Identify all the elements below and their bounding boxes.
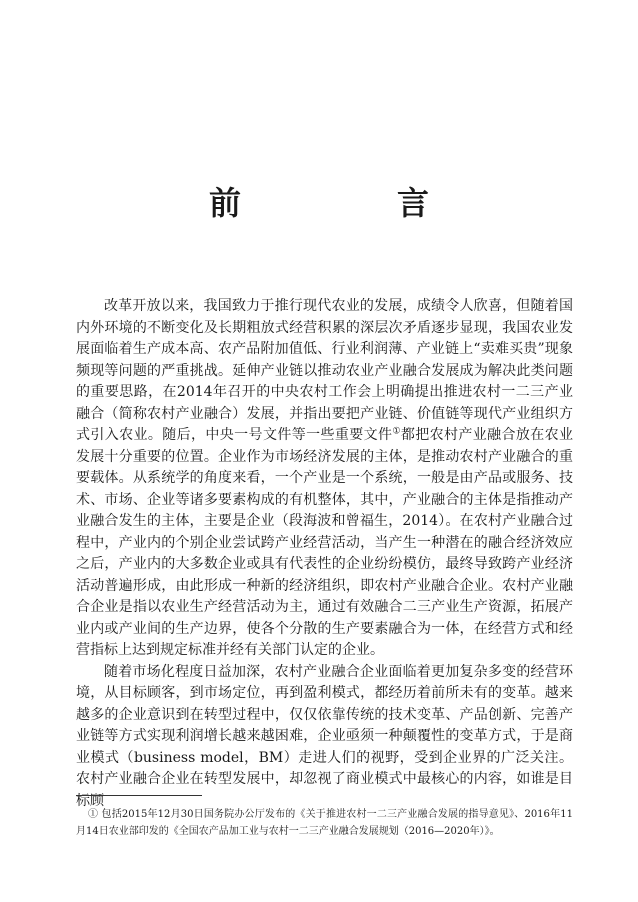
paragraph-1-text-b: 都把农村产业融合放在农业发展十分重要的位置。企业作为市场经济发展的主体，是推动农村产业融合的重要载体。从系统学的角度来看，一个产业是一个系统，一般是由产品或服务、技术、市场、企业等诸多要素构成的有机整体，其中，产业融合的主体是指推动产业融合发生的主体，主要是企业（段海波和曾福生，2014）。在农村产业融合过程中，产业内的个别企业尝试跨产业经营活动，当产生一种潜在的融合经济效应之后，产业内的大多数企业或具有代表性的企业纷纷模仿，最终导致跨产业经济活动普遍形成，由此形成一种新的经济组织，即农村产业融合企业。农村产业融合企业是指以农业生产经营活动为主，通过有效融合二三产业生产资源，拓展产业内或产业间的生产边界，使各个分散的生产要素融合为一体，在经营方式和经营指标上达到规定标准并经有关部门认定的企业。 bbox=[76, 427, 574, 658]
footnote-divider bbox=[76, 795, 202, 796]
footnote-reference[interactable]: ① bbox=[392, 426, 401, 437]
paragraph-1 bbox=[76, 296, 573, 662]
page-title: 前 言 bbox=[208, 184, 491, 222]
paragraph-2: 随着市场化程度日益加深，农村产业融合企业面临着更加复杂多变的经营环境，从目标顾客，到市场定位，再到盈利模式，都经历着前所未有的变革。越来越多的企业意识到在转型过程中，仅仅依靠传统的技术变革、产品创新、完善产业链等方式实现利润增长越来越困难，企业亟须一种颠覆性的变革方式，于是商业模式（business model，BM）走进人们的视野，受到企业界的广泛关注。农村产业融合企业在转型发展中，却忽视了商业模式中最核心的内容，如谁是目标顾 bbox=[76, 663, 573, 809]
paragraph-1-text-a: 改革开放以来，我国致力于推行现代农业的发展，成绩令人欣喜，但随着国内外环境的不断变化及长期粗放式经营积累的深层次矛盾逐步显现，我国农业发展面临着生产成本高、农产品附加值低、行业利润薄、产业链上“卖难买贵”现象频现等问题的严重挑战。延伸产业链以推动农业产业融合发展成为解决此类问题的重要思路，在2014年召开的中央农村工作会上明确提出推进农村一二三产业融合（简称农村产业融合）发展，并指出要把产业链、价值链等现代产业组织方式引入农业。随后，中央一号文件等一些重要文件 bbox=[76, 298, 573, 443]
footnote: ① 包括2015年12月30日国务院办公厅发布的《关于推进农村一二三产业融合发展的指导意见》、2016年11月14日农业部印发的《全国农产品加工业与农村一二三产业融合发展规划（2016—2020年）》。 bbox=[76, 809, 573, 837]
body-text bbox=[76, 296, 573, 812]
